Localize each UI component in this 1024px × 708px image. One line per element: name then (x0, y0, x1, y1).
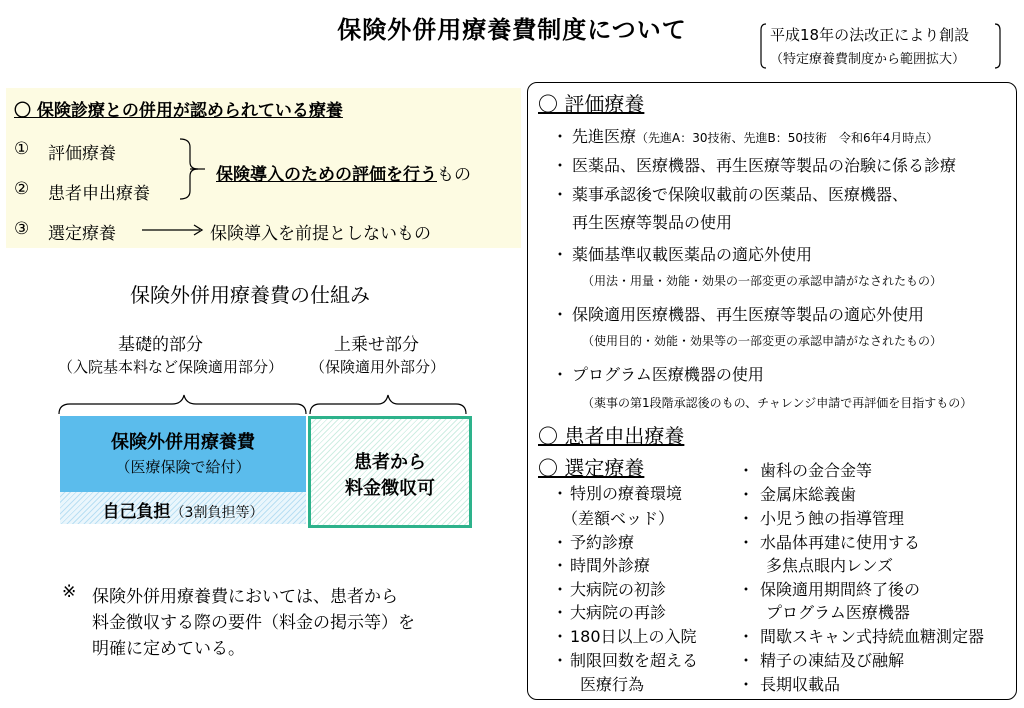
footnote-line3: 明確に定めている。 (92, 639, 245, 659)
bullet: ・ (552, 580, 569, 599)
extra-part-heading: 上乗せ部分 (334, 335, 419, 355)
insurance-benefit-sub: （医療保険で給付） (115, 458, 251, 476)
selected-item: 予約診療 (570, 533, 635, 552)
basic-part-heading: 基礎的部分 (118, 335, 203, 355)
selected-item: 大病院の再診 (570, 603, 667, 622)
selected-item: 時間外診療 (570, 556, 651, 575)
self-pay-sub: （3割負担等） (170, 505, 264, 521)
bullet: ・ (738, 485, 755, 504)
patient-charge-line2: 料金徴収可 (345, 478, 435, 499)
item-label-selected: 選定療養 (48, 224, 116, 244)
item-number-3: ③ (14, 219, 30, 239)
group-label-tail: もの (437, 165, 471, 185)
selected-item: （差額ベッド） (562, 509, 675, 528)
bullet: ・ (552, 484, 569, 503)
bullet: ・ (552, 651, 569, 670)
eval-item-4-note: （用法・用量・効能・効果の一部変更の承認申請がなされたもの） (582, 274, 943, 288)
item-number-1: ① (14, 139, 30, 159)
insurance-benefit-title: 保険外併用療養費 (111, 432, 255, 453)
bullet: ・ (552, 127, 569, 146)
bullet: ・ (738, 533, 755, 552)
selected-item: 金属床総義歯 (760, 485, 857, 504)
bullet: ・ (552, 627, 569, 646)
note-box (758, 22, 1003, 70)
eval-item-1-main: 先進医療 (572, 127, 637, 146)
footnote-line2: 料金徴収する際の要件（料金の掲示等）を (92, 613, 415, 633)
combined-care-heading: 〇 保険診療との併用が認められている療養 (14, 101, 343, 121)
self-pay-label (60, 497, 306, 522)
bullet: ・ (738, 675, 755, 694)
group-brace-icon (176, 138, 206, 200)
note-line1: 平成18年の法改正により創設 (770, 26, 970, 44)
bullet: ・ (552, 533, 569, 552)
patient-request-heading: 〇 患者申出療養 (538, 424, 685, 448)
bullet: ・ (552, 245, 569, 264)
eval-item-3-line1: 薬事承認後で保険収載前の医薬品、医療機器、 (572, 185, 909, 204)
bullet: ・ (738, 509, 755, 528)
bullet: ・ (738, 580, 755, 599)
brace-over-parts-icon (56, 392, 470, 416)
eval-item-3-line2: 再生医療等製品の使用 (572, 213, 733, 232)
footnote-mark: ※ (62, 582, 77, 602)
patient-charge-line1: 患者から (354, 452, 426, 473)
selected-item: プログラム医療機器 (766, 603, 910, 622)
bullet: ・ (552, 603, 569, 622)
page-title: 保険外併用療養費制度について (337, 16, 687, 44)
selected-item: 180日以上の入院 (570, 627, 697, 646)
group-label (216, 160, 471, 185)
eval-item-program-devices: プログラム医療機器の使用 (572, 365, 764, 384)
selected-care-heading: 〇 選定療養 (538, 456, 645, 480)
selected-item: 保険適用期間終了後の (760, 580, 921, 599)
eval-item-5-note: （使用目的・効能・効果等の一部変更の承認申請がなされたもの） (582, 334, 943, 348)
selected-item: 医療行為 (580, 675, 645, 694)
selected-item: 多焦点眼内レンズ (766, 556, 894, 575)
bullet: ・ (738, 461, 755, 480)
footnote-line1: 保険外併用療養費においては、患者から (92, 587, 398, 607)
selected-item: 歯科の金合金等 (760, 461, 873, 480)
note-line2: （特定療養費制度から範囲拡大） (770, 52, 966, 67)
selected-item: 大病院の初診 (570, 580, 667, 599)
bullet: ・ (552, 365, 569, 384)
bullet: ・ (552, 305, 569, 324)
bullet: ・ (552, 156, 569, 175)
bullet: ・ (738, 651, 755, 670)
eval-item-advanced-medicine (572, 124, 938, 147)
selected-item: 特別の療養環境 (570, 484, 683, 503)
item3-description: 保険導入を前提としないもの (210, 224, 431, 244)
mechanism-title: 保険外併用療養費の仕組み (130, 283, 370, 307)
item-label-evaluation: 評価療養 (48, 144, 116, 164)
eval-item-off-label-drugs: 薬価基準収載医薬品の適応外使用 (572, 245, 813, 264)
selected-item: 精子の凍結及び融解 (760, 651, 905, 670)
item-label-patient-request: 患者申出療養 (48, 184, 150, 204)
group-label-emphasis: 保険導入のための評価を行う (216, 165, 437, 185)
eval-item-6-note: （薬事の第1段階承認後のもの、チャレンジ申請で再評価を目指すもの） (582, 396, 973, 410)
selected-item: 制限回数を超える (570, 651, 699, 670)
eval-item-1-detail: （先進A：30技術、先進B：50技術 令和6年4月時点） (636, 131, 939, 145)
bullet: ・ (738, 627, 755, 646)
eval-item-off-label-devices: 保険適用医療機器、再生医療等製品の適応外使用 (572, 305, 925, 324)
bullet: ・ (552, 185, 569, 204)
basic-part-sub: （入院基本料など保険適用部分） (58, 358, 284, 376)
selected-item: 水晶体再建に使用する (760, 533, 921, 552)
eval-item-trials: 医薬品、医療機器、再生医療等製品の治験に係る診療 (572, 156, 957, 175)
arrow-right-icon (142, 221, 206, 239)
extra-part-sub: （保険適用外部分） (310, 358, 446, 376)
bullet: ・ (552, 556, 569, 575)
selected-item: 間歇スキャン式持続血糖測定器 (760, 627, 985, 646)
item-number-2: ② (14, 179, 30, 199)
evaluation-care-heading: 〇 評価療養 (538, 92, 645, 116)
selected-item: 小児う蝕の指導管理 (760, 509, 905, 528)
self-pay-main: 自己負担 (102, 502, 171, 522)
selected-item: 長期収載品 (760, 675, 841, 694)
